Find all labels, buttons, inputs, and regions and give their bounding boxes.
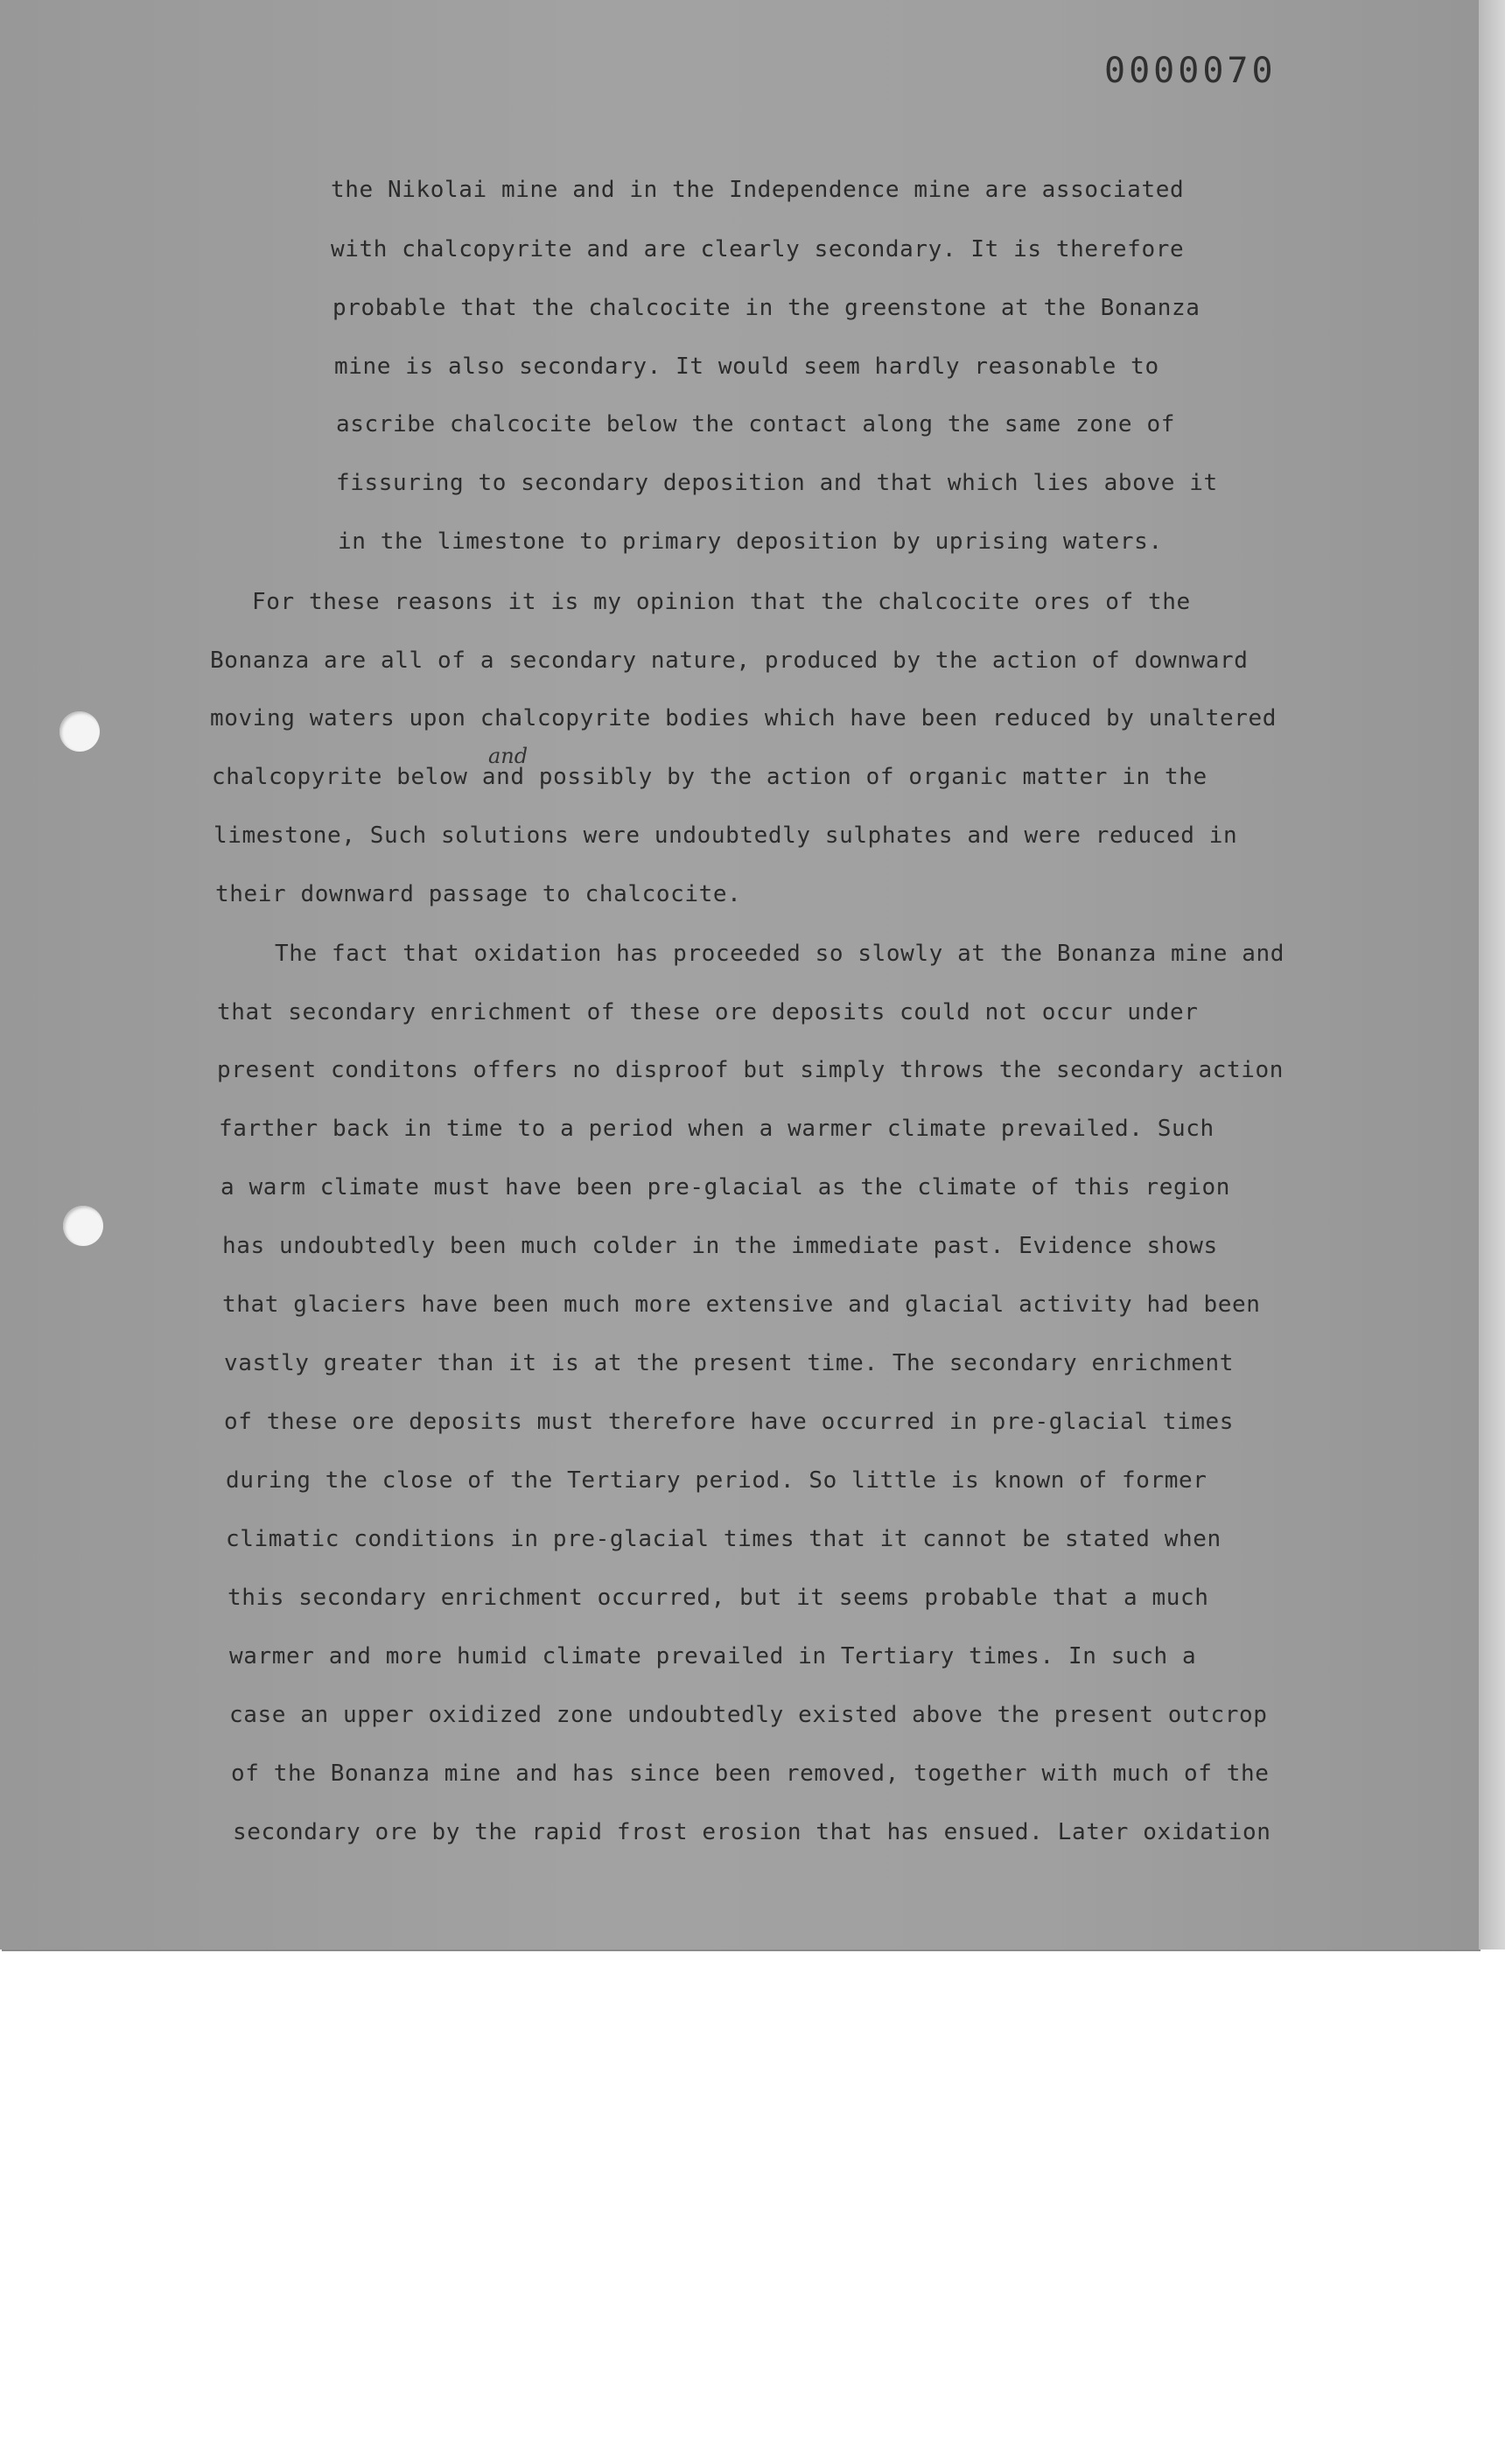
text-line: that secondary enrichment of these ore deposits could not occur under <box>217 999 1199 1026</box>
text-line: fissuring to secondary deposition and that which lies above it <box>336 470 1218 496</box>
text-line: that glaciers have been much more extensive and glacial activity had been <box>222 1292 1261 1318</box>
text-line: moving waters upon chalcopyrite bodies which have been reduced by unaltered <box>210 705 1277 732</box>
paragraph-start-line: The fact that oxidation has proceeded so slowly at the Bonanza mine and <box>275 941 1284 967</box>
punch-hole <box>60 711 100 752</box>
text-line: of these ore deposits must therefore have occurred in pre-glacial times <box>224 1409 1234 1435</box>
text-line: mine is also secondary. It would seem hardly reasonable to <box>334 354 1159 380</box>
text-line: vastly greater than it is at the present time. The secondary enrichment <box>224 1350 1234 1376</box>
text-line: climatic conditions in pre-glacial times that it cannot be stated when <box>226 1526 1222 1552</box>
text-line: the Nikolai mine and in the Independence mine are associated <box>331 177 1185 203</box>
text-line: present conditons offers no disproof but simply throws the secondary action <box>217 1057 1284 1083</box>
text-line: farther back in time to a period when a warmer climate prevailed. Such <box>219 1116 1214 1142</box>
document-number: 0000070 <box>1104 51 1277 91</box>
text-line: has undoubtedly been much colder in the immediate past. Evidence shows <box>222 1233 1218 1259</box>
paragraph-start-line: For these reasons it is my opinion that the chalcocite ores of the <box>252 589 1191 615</box>
text-line: during the close of the Tertiary period. So little is known of former <box>226 1467 1208 1494</box>
punch-hole <box>63 1206 103 1246</box>
text-line: this secondary enrichment occurred, but it seems probable that a much <box>228 1585 1209 1611</box>
page-edge <box>1479 0 1505 1950</box>
text-line: limestone, Such solutions were undoubtedly sulphates and were reduced in <box>214 822 1238 849</box>
text-line: ascribe chalcocite below the contact along the same zone of <box>336 411 1175 438</box>
text-line: chalcopyrite below and possibly by the action of organic matter in the <box>212 764 1208 790</box>
handwritten-correction: and <box>488 744 528 768</box>
text-line: warmer and more humid climate prevailed in Tertiary times. In such a <box>229 1643 1197 1670</box>
text-line: secondary ore by the rapid frost erosion that has ensued. Later oxidation <box>233 1819 1271 1845</box>
text-line: their downward passage to chalcocite. <box>215 881 742 907</box>
text-line: in the limestone to primary deposition by uprising waters. <box>338 528 1163 555</box>
text-line: probable that the chalcocite in the greenstone at the Bonanza <box>332 295 1200 321</box>
text-line: Bonanza are all of a secondary nature, produced by the action of downward <box>210 648 1249 674</box>
text-line: case an upper oxidized zone undoubtedly existed above the present outcrop <box>229 1702 1268 1728</box>
text-line: a warm climate must have been pre-glacial as the climate of this region <box>220 1174 1230 1200</box>
text-line: of the Bonanza mine and has since been removed, together with much of the <box>231 1760 1270 1787</box>
text-line: with chalcopyrite and are clearly secondary. It is therefore <box>331 236 1185 262</box>
